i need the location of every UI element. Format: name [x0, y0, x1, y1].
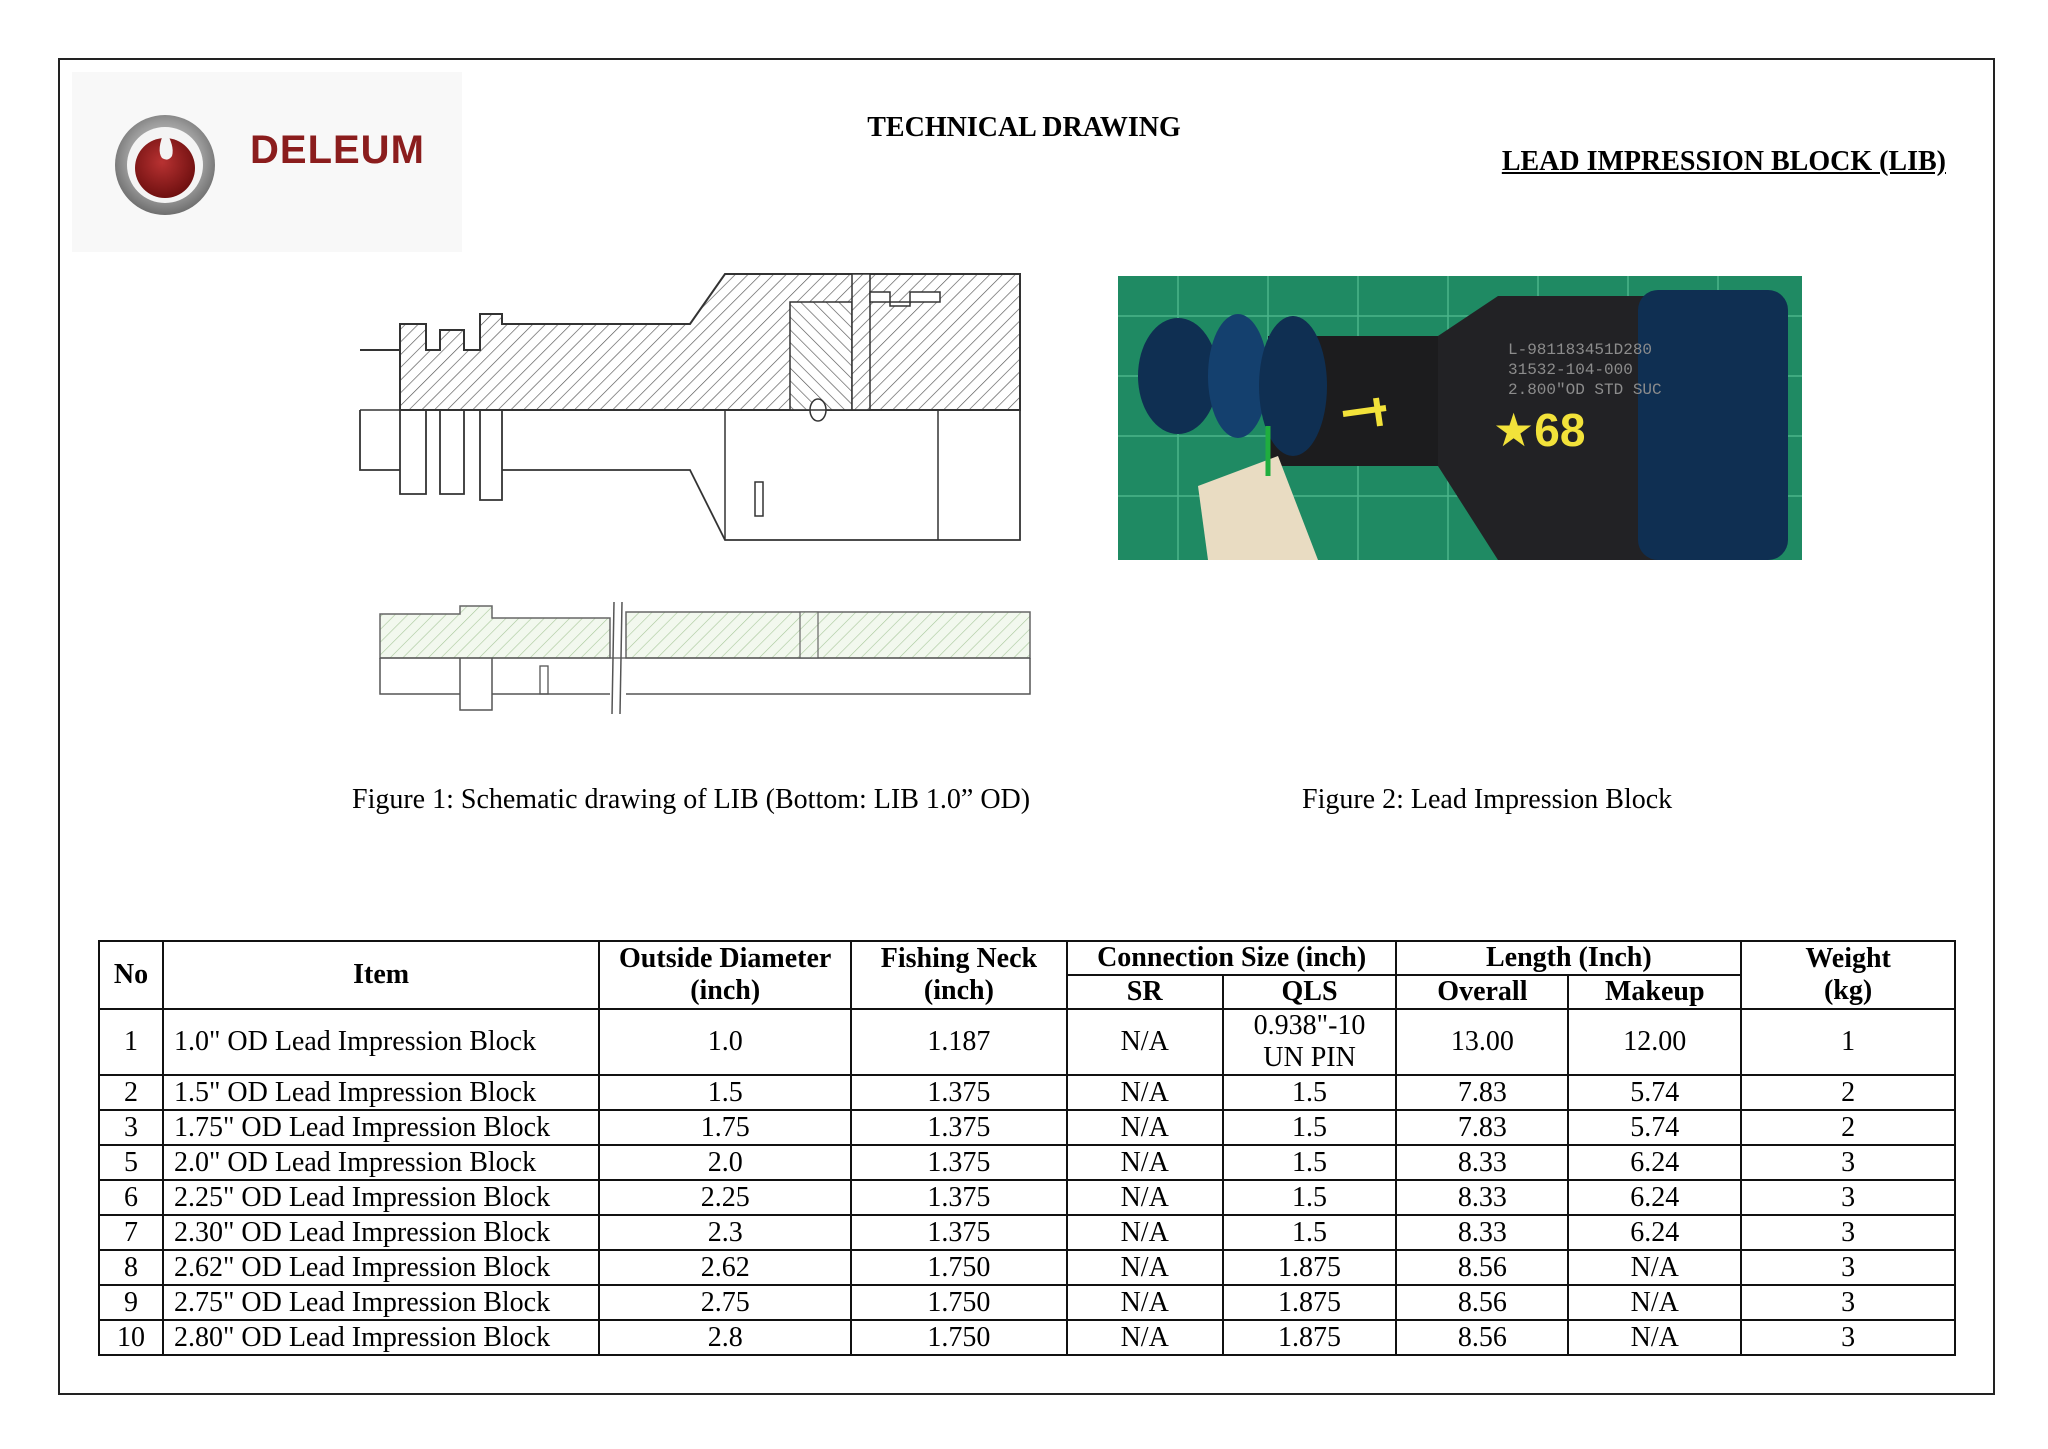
photo-engraving-3: 2.800"OD STD SUC: [1508, 381, 1662, 399]
cell-overall: 13.00: [1396, 1009, 1568, 1075]
header-sr: SR: [1067, 975, 1223, 1009]
cell-qls: 1.5: [1223, 1145, 1397, 1180]
header-weight-line1: Weight: [1805, 943, 1891, 974]
table-row: [99, 1215, 1955, 1250]
table-row: [99, 1285, 1955, 1320]
schematic-top-section: [360, 274, 1020, 540]
photo-marking: ★68: [1493, 404, 1586, 456]
header-od-line2: (inch): [690, 975, 761, 1006]
cell-fishing-neck: 1.375: [851, 1075, 1067, 1110]
header-fn-line1: Fishing Neck: [880, 943, 1038, 974]
cell-weight: 3: [1741, 1215, 1955, 1250]
cell-sr: N/A: [1067, 1009, 1223, 1075]
cell-no: 3: [99, 1110, 163, 1145]
cell-fishing-neck: 1.750: [851, 1285, 1067, 1320]
table-row: [99, 1009, 1955, 1075]
cell-od: 1.5: [599, 1075, 851, 1110]
cell-makeup: N/A: [1568, 1250, 1741, 1285]
cell-overall: 8.33: [1396, 1215, 1568, 1250]
company-logo: [72, 72, 462, 252]
cell-sr: N/A: [1067, 1215, 1223, 1250]
cell-fishing-neck: 1.375: [851, 1110, 1067, 1145]
cell-od: 1.0: [599, 1009, 851, 1075]
header-od-line1: Outside Diameter: [619, 943, 832, 974]
document-title: TECHNICAL DRAWING: [867, 112, 1181, 143]
cell-no: 1: [99, 1009, 163, 1075]
cell-makeup: 5.74: [1568, 1110, 1741, 1145]
cell-qls: 1.5: [1223, 1110, 1397, 1145]
cell-item: 1.75" OD Lead Impression Block: [163, 1110, 599, 1145]
cell-overall: 8.56: [1396, 1250, 1568, 1285]
cell-od: 2.25: [599, 1180, 851, 1215]
header-fn-line2: (inch): [923, 975, 994, 1006]
cell-item: 2.30" OD Lead Impression Block: [163, 1215, 599, 1250]
document-subtitle: LEAD IMPRESSION BLOCK (LIB): [1501, 146, 1946, 177]
cell-sr: N/A: [1067, 1250, 1223, 1285]
cell-od: 2.8: [599, 1320, 851, 1355]
cell-qls: 1.5: [1223, 1215, 1397, 1250]
cell-fishing-neck: 1.750: [851, 1320, 1067, 1355]
cell-sr: N/A: [1067, 1285, 1223, 1320]
cell-qls-line2: UN PIN: [1263, 1042, 1356, 1073]
lib-photo: [1118, 276, 1802, 560]
cell-qls: [1223, 1009, 1397, 1075]
cell-no: 9: [99, 1285, 163, 1320]
cell-item: 2.0" OD Lead Impression Block: [163, 1145, 599, 1180]
cell-fishing-neck: 1.375: [851, 1215, 1067, 1250]
cell-qls: 1.875: [1223, 1320, 1397, 1355]
header-makeup: Makeup: [1568, 975, 1741, 1009]
cell-item: 2.62" OD Lead Impression Block: [163, 1250, 599, 1285]
cell-od: 2.0: [599, 1145, 851, 1180]
cell-makeup: 6.24: [1568, 1145, 1741, 1180]
header-connection-size: Connection Size (inch): [1067, 941, 1397, 975]
figure-1-caption: Figure 1: Schematic drawing of LIB (Bottom: LIB 1.0” OD): [352, 784, 1031, 815]
photo-engraving-1: L-981183451D280: [1508, 341, 1653, 359]
cell-item: 2.80" OD Lead Impression Block: [163, 1320, 599, 1355]
cell-od: 2.3: [599, 1215, 851, 1250]
cell-fishing-neck: 1.187: [851, 1009, 1067, 1075]
specification-table: [98, 940, 1956, 1356]
cell-weight: 3: [1741, 1320, 1955, 1355]
header-overall: Overall: [1396, 975, 1568, 1009]
cell-weight: 3: [1741, 1285, 1955, 1320]
cell-qls: 1.875: [1223, 1285, 1397, 1320]
cell-weight: 3: [1741, 1180, 1955, 1215]
cell-overall: 8.56: [1396, 1285, 1568, 1320]
header-fishing-neck: [851, 941, 1067, 1009]
cell-sr: N/A: [1067, 1145, 1223, 1180]
header-qls: QLS: [1223, 975, 1397, 1009]
header-length: Length (Inch): [1396, 941, 1741, 975]
cell-makeup: 6.24: [1568, 1215, 1741, 1250]
table-row: [99, 1145, 1955, 1180]
table-row: [99, 1250, 1955, 1285]
cell-makeup: N/A: [1568, 1285, 1741, 1320]
cell-sr: N/A: [1067, 1180, 1223, 1215]
cell-makeup: 12.00: [1568, 1009, 1741, 1075]
cell-od: 2.62: [599, 1250, 851, 1285]
cell-od: 2.75: [599, 1285, 851, 1320]
schematic-drawing: [340, 262, 1060, 722]
cell-item: 1.5" OD Lead Impression Block: [163, 1075, 599, 1110]
cell-weight: 3: [1741, 1250, 1955, 1285]
figure-2-caption: Figure 2: Lead Impression Block: [1302, 784, 1673, 815]
cell-no: 6: [99, 1180, 163, 1215]
header-outside-diameter: [599, 941, 851, 1009]
cell-makeup: 6.24: [1568, 1180, 1741, 1215]
cell-no: 2: [99, 1075, 163, 1110]
cell-fishing-neck: 1.375: [851, 1145, 1067, 1180]
table-row: [99, 1110, 1955, 1145]
cell-qls: 1.875: [1223, 1250, 1397, 1285]
table-row: [99, 1075, 1955, 1110]
header-item: Item: [163, 941, 599, 1009]
cell-weight: 1: [1741, 1009, 1955, 1075]
cell-no: 8: [99, 1250, 163, 1285]
cell-qls: 1.5: [1223, 1180, 1397, 1215]
photo-engraving-2: 31532-104-000: [1508, 361, 1633, 379]
header-weight-line2: (kg): [1823, 975, 1873, 1006]
cell-item: 2.75" OD Lead Impression Block: [163, 1285, 599, 1320]
cell-item: 2.25" OD Lead Impression Block: [163, 1180, 599, 1215]
cell-no: 5: [99, 1145, 163, 1180]
cell-sr: N/A: [1067, 1110, 1223, 1145]
cell-sr: N/A: [1067, 1320, 1223, 1355]
logo-text: DELEUM: [250, 128, 425, 172]
cell-qls-line1: 0.938"-10: [1253, 1010, 1366, 1041]
cell-sr: N/A: [1067, 1075, 1223, 1110]
cell-weight: 3: [1741, 1145, 1955, 1180]
cell-qls: 1.5: [1223, 1075, 1397, 1110]
cell-overall: 8.33: [1396, 1180, 1568, 1215]
cell-makeup: 5.74: [1568, 1075, 1741, 1110]
cell-weight: 2: [1741, 1110, 1955, 1145]
cell-overall: 7.83: [1396, 1110, 1568, 1145]
cell-no: 10: [99, 1320, 163, 1355]
cell-makeup: N/A: [1568, 1320, 1741, 1355]
header-no: No: [99, 941, 163, 1009]
table-row: [99, 1180, 1955, 1215]
cell-fishing-neck: 1.750: [851, 1250, 1067, 1285]
cell-overall: 7.83: [1396, 1075, 1568, 1110]
table-row: [99, 1320, 1955, 1355]
cell-overall: 8.56: [1396, 1320, 1568, 1355]
header-weight: [1741, 941, 1955, 1009]
cell-weight: 2: [1741, 1075, 1955, 1110]
cell-no: 7: [99, 1215, 163, 1250]
cell-od: 1.75: [599, 1110, 851, 1145]
cell-item: 1.0" OD Lead Impression Block: [163, 1009, 599, 1075]
cell-overall: 8.33: [1396, 1145, 1568, 1180]
cell-fishing-neck: 1.375: [851, 1180, 1067, 1215]
schematic-bottom-section: [380, 602, 1030, 714]
